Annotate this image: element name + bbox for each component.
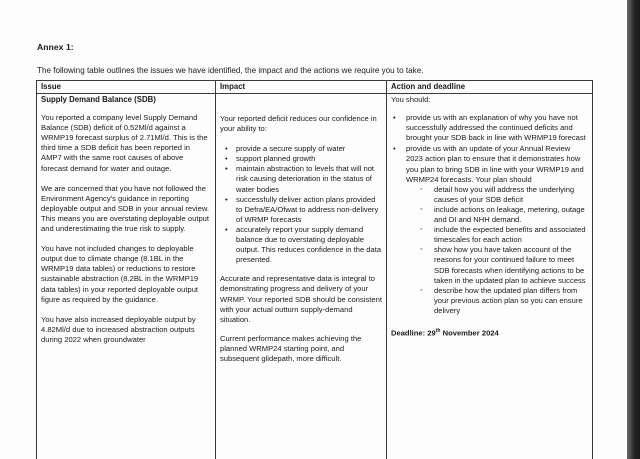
issue-paragraph-2: We are concerned that you have not followed the Environment Agency's guidance in reporting deployable output and SDB in your annual review. This means you are overstating deployable output and underestimating the true risk to supply. xyxy=(41,183,210,234)
header-impact: Impact xyxy=(216,81,387,94)
issue-paragraph-1: You reported a company level Supply Demand Balance (SDB) deficit of 0.52Ml/d against a WRMP19 forecast surplus of 2.71Ml/d. This is the third time a SDB deficit has been reported in AMP7 with the same root causes of above forecast demand for water and outage. xyxy=(41,113,208,173)
list-item: • support planned growth xyxy=(236,154,382,164)
list-item: • successfully deliver action plans provided to Defra/EA/Ofwat to address non-delivery of WRMP forecasts xyxy=(236,195,382,225)
action-list xyxy=(391,113,588,316)
list-item: • provide us with an explanation of why you have not successfully addressed the continued deficits and brought your SDB back in line with WRMP19 forecast xyxy=(406,113,588,143)
page-edge-shadow xyxy=(627,0,640,459)
action-lead: You should: xyxy=(391,95,431,104)
list-item: ◦ detail how you will address the underlying causes of your SDB deficit xyxy=(434,185,588,205)
list-item: ◦ describe how the updated plan differs from your previous action plan so you can ensure delivery xyxy=(434,286,588,316)
issue-paragraph-4: You have also increased deployable output by 4.82Ml/d due to increased abstraction outputs during 2022 when groundwater xyxy=(41,314,196,344)
impact-paragraph-2: Current performance makes achieving the planned WRMP24 starting point, and subsequent glidepath, more difficult. xyxy=(220,333,362,363)
annex-title: Annex 1: xyxy=(37,42,74,52)
header-issue: Issue xyxy=(37,81,216,94)
action-cell xyxy=(387,94,593,459)
action-bullet-2-text: provide us with an update of your Annual Review 2023 action plan to ensure that it demonstrates how you plan to bring SDB in line with your WRMP19 and WRMP24 forecasts. Your plan should xyxy=(406,144,584,184)
deadline xyxy=(391,326,588,339)
list-item: • provide a secure supply of water xyxy=(236,144,382,154)
header-action: Action and deadline xyxy=(387,81,593,94)
impact-lead: Your reported deficit reduces our confidence in your ability to: xyxy=(220,114,377,134)
impact-cell xyxy=(216,94,387,459)
issue-heading: Supply Demand Balance (SDB) xyxy=(41,95,156,104)
issue-paragraph-3: You have not included changes to deployable output due to climate change (8.1BL in the WRMP19 data tables) or reductions to restore sustainable abstraction (8.2BL in the WRMP19 data tables) in your reported deployable output figure as required by the guidance. xyxy=(41,244,199,304)
intro-text: The following table outlines the issues we have identified, the impact and the actions we require you to take. xyxy=(37,66,424,75)
list-item: • maintain abstraction to levels that will not risk causing deterioration in the status of water bodies xyxy=(236,164,382,194)
issue-cell xyxy=(37,94,216,459)
deadline-label: Deadline: 29 xyxy=(391,328,436,338)
list-item: ◦ include actions on leakage, metering, outage and DI and NHH demand. xyxy=(434,205,588,225)
list-item: ◦ include the expected benefits and associated timescales for each action xyxy=(434,225,588,245)
list-item xyxy=(406,144,588,316)
list-item: ◦ show how you have taken account of the reasons for your continued failure to meet SDB forecasts when identifying actions to be taken in the updated plan to achieve success xyxy=(434,245,588,285)
list-item: • accurately report your supply demand balance due to overstating deployable output. This reduces confidence in the data presented. xyxy=(236,225,382,265)
impact-list xyxy=(220,144,382,265)
table-row xyxy=(37,94,593,459)
deadline-sup: th xyxy=(435,327,441,334)
table-header-row xyxy=(37,81,593,94)
deadline-date: November 2024 xyxy=(440,328,499,338)
issues-table xyxy=(36,80,593,459)
impact-paragraph-1: Accurate and representative data is integral to demonstrating progress and delivery of your WRMP. Your reported SDB should be consistent with your actual outturn supply-demand situation. xyxy=(220,274,382,324)
action-sub-list xyxy=(406,185,588,316)
